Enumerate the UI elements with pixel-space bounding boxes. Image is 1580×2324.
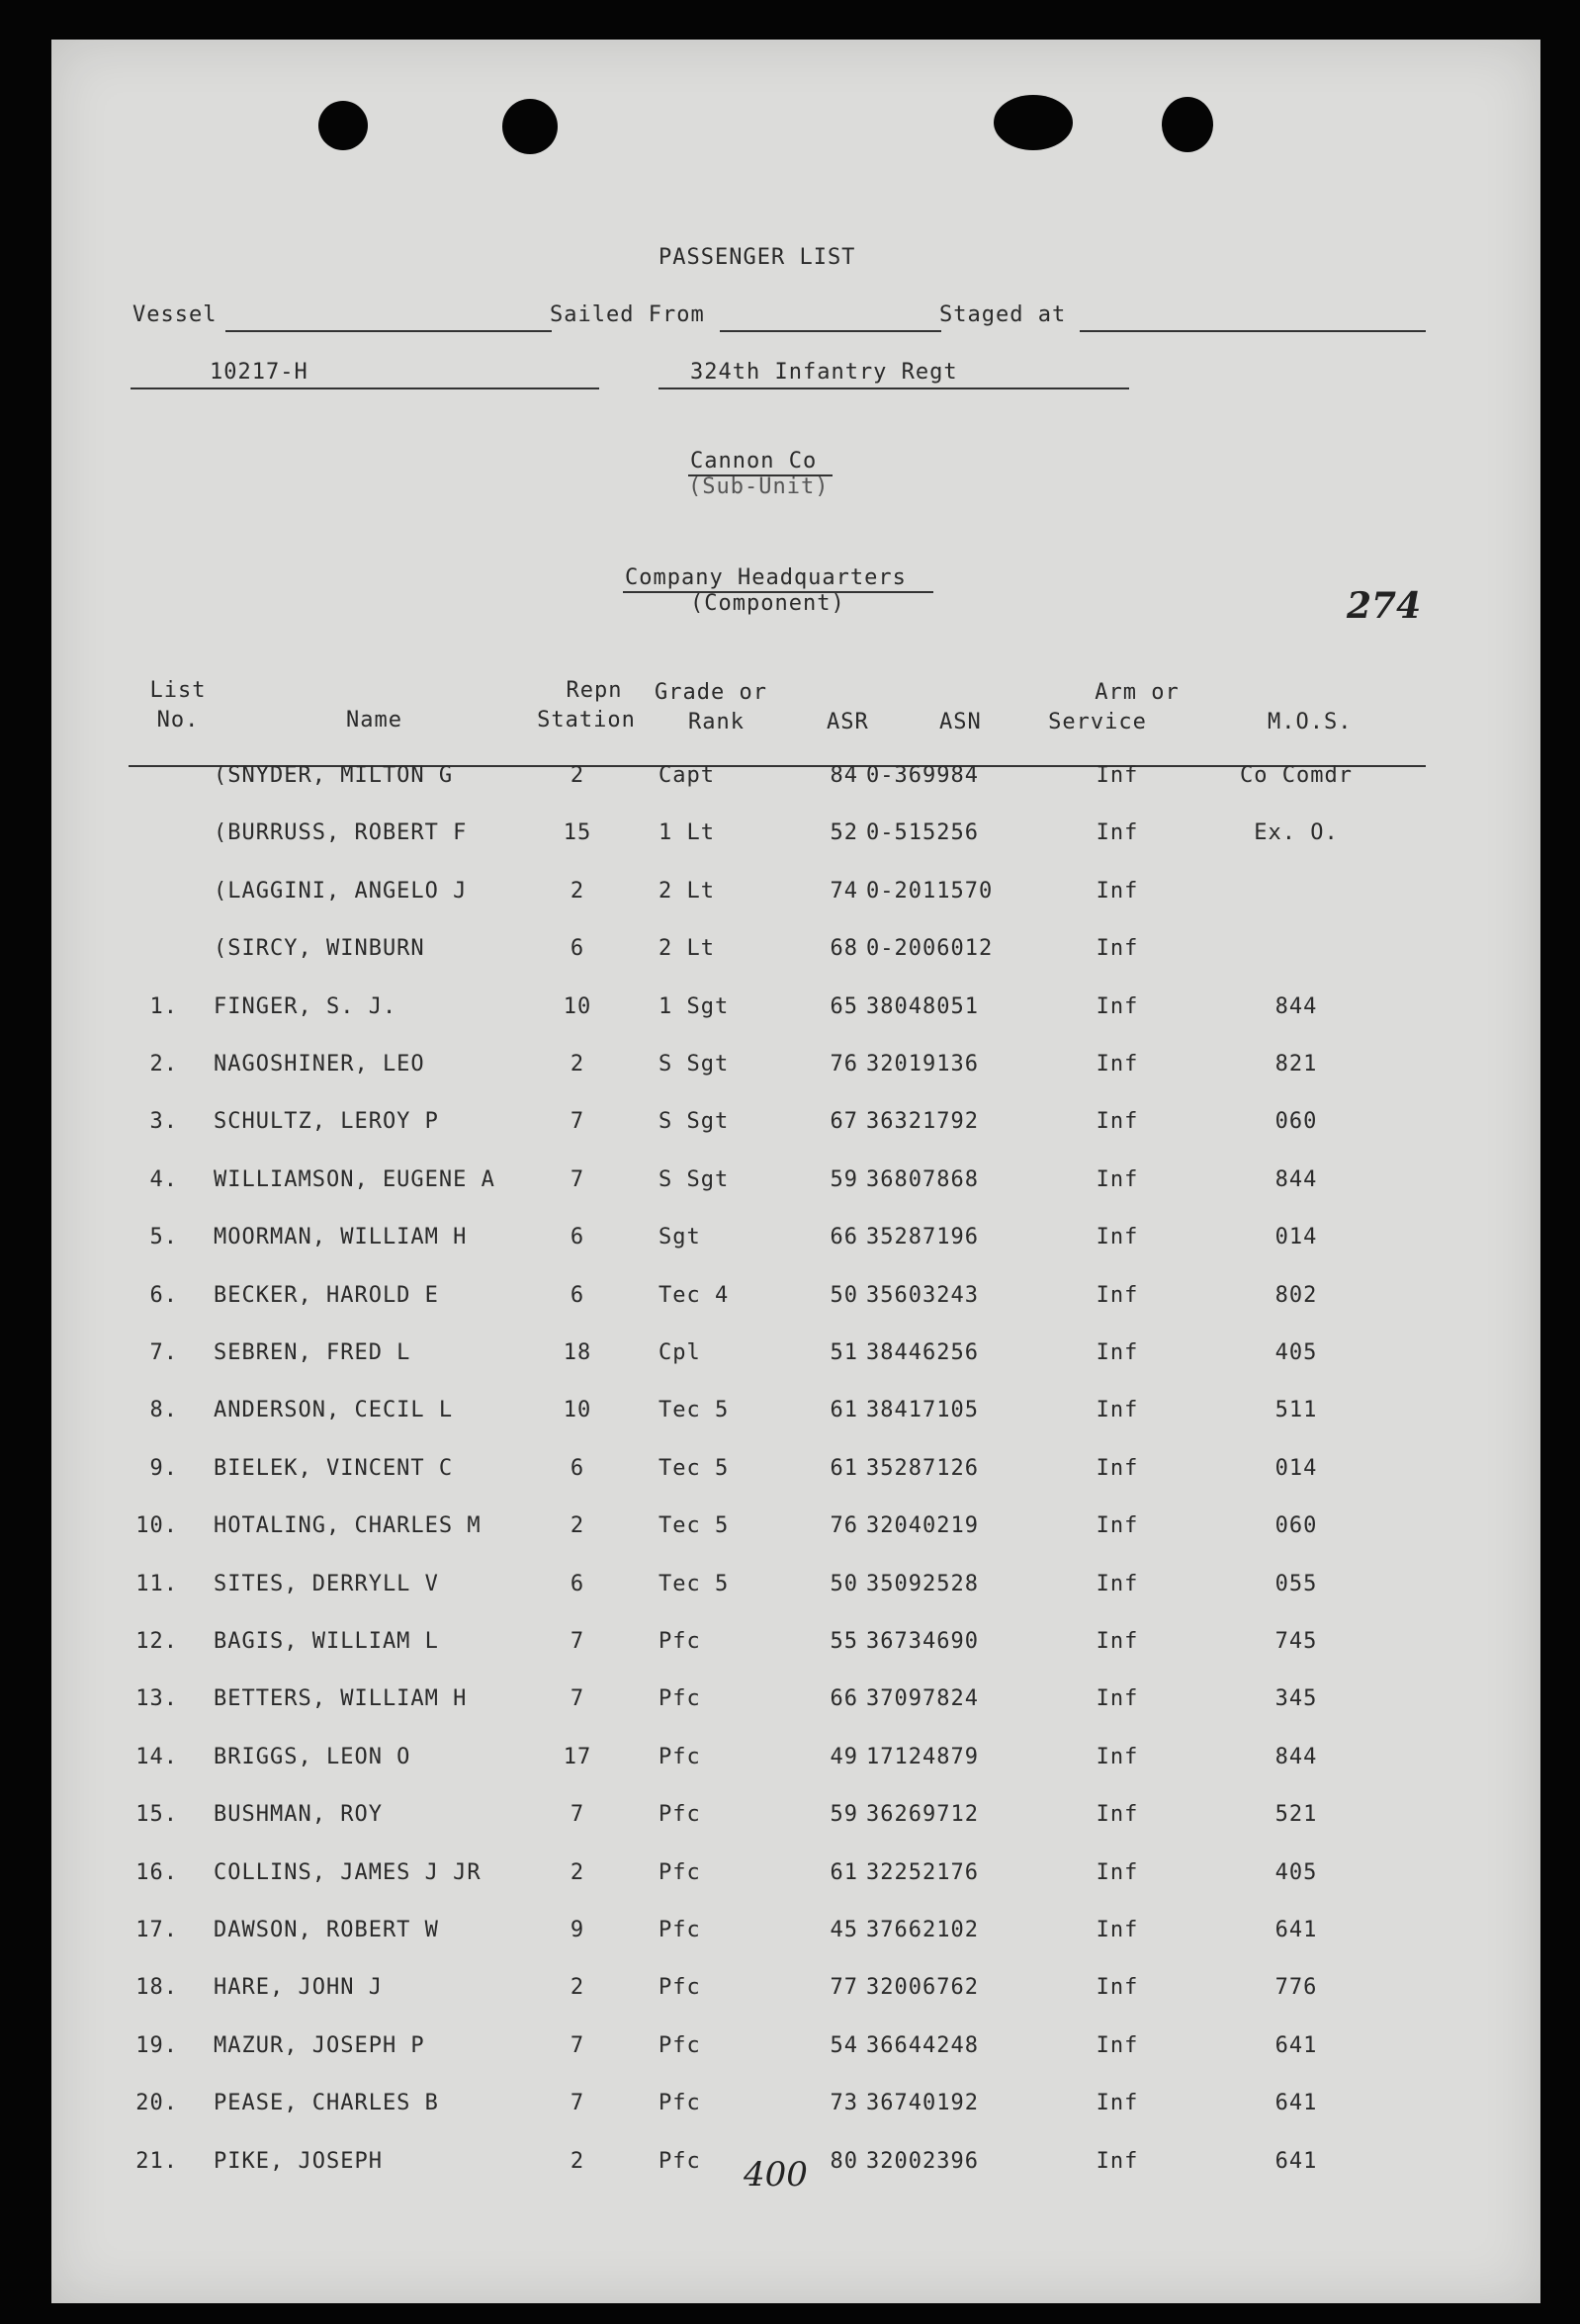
- row-asn: 0-2011570: [866, 879, 994, 904]
- row-rank: Tec 5: [658, 1456, 730, 1481]
- row-name: HARE, JOHN J: [214, 1975, 383, 2000]
- sailed-from-label: Sailed From: [550, 302, 705, 327]
- col-list-no-1: List: [149, 678, 207, 703]
- row-asr: 54: [830, 2033, 858, 2058]
- row-asn: 35287196: [866, 1225, 979, 1249]
- row-list-no: 7.: [149, 1340, 178, 1365]
- table-row: [0, 1686, 1580, 1726]
- row-name: (BURRUSS, ROBERT F: [214, 820, 468, 845]
- row-station: 10: [563, 994, 592, 1019]
- row-arm: Inf: [1096, 1975, 1139, 2000]
- row-arm: Inf: [1096, 994, 1139, 1019]
- row-asr: 61: [830, 1398, 858, 1422]
- row-mos: 641: [1274, 2091, 1318, 2115]
- punch-hole: [318, 101, 368, 150]
- row-name: SITES, DERRYLL V: [214, 1572, 439, 1596]
- row-asn: 36644248: [866, 2033, 979, 2058]
- row-mos: 014: [1274, 1225, 1318, 1249]
- row-station: 2: [570, 1513, 585, 1538]
- handwritten-number: 400: [744, 2155, 808, 2195]
- row-name: (SIRCY, WINBURN: [214, 936, 425, 961]
- table-row: [0, 1456, 1580, 1496]
- row-asn: 32252176: [866, 1860, 979, 1885]
- table-row: [0, 1283, 1580, 1323]
- row-station: 6: [570, 1572, 585, 1596]
- row-name: (LAGGINI, ANGELO J: [214, 879, 468, 904]
- row-list-no: 15.: [135, 1802, 178, 1827]
- col-list-no-2: No.: [156, 708, 200, 732]
- row-rank: S Sgt: [658, 1052, 730, 1076]
- row-asr: 84: [830, 763, 858, 788]
- row-asr: 61: [830, 1456, 858, 1481]
- row-asn: 32019136: [866, 1052, 979, 1076]
- sailed-from-line: [720, 330, 941, 332]
- row-list-no: 1.: [149, 994, 178, 1019]
- row-asr: 68: [830, 936, 858, 961]
- row-rank: S Sgt: [658, 1109, 730, 1134]
- row-arm: Inf: [1096, 2091, 1139, 2115]
- row-arm: Inf: [1096, 936, 1139, 961]
- row-name: BETTERS, WILLIAM H: [214, 1686, 468, 1711]
- row-arm: Inf: [1096, 1456, 1139, 1481]
- row-list-no: 18.: [135, 1975, 178, 2000]
- table-row: [0, 1860, 1580, 1900]
- row-asr: 77: [830, 1975, 858, 2000]
- row-station: 15: [563, 820, 592, 845]
- row-list-no: 2.: [149, 1052, 178, 1076]
- row-station: 2: [570, 1860, 585, 1885]
- table-row: [0, 1513, 1580, 1553]
- row-asr: 74: [830, 879, 858, 904]
- table-row: [0, 1225, 1580, 1264]
- row-arm: Inf: [1096, 1225, 1139, 1249]
- row-list-no: 8.: [149, 1398, 178, 1422]
- row-station: 6: [570, 1283, 585, 1308]
- table-row: [0, 994, 1580, 1034]
- row-list-no: 16.: [135, 1860, 178, 1885]
- sub-unit-value: Cannon Co: [690, 449, 818, 473]
- row-rank: Pfc: [658, 1860, 701, 1885]
- row-mos: 641: [1274, 2033, 1318, 2058]
- row-arm: Inf: [1096, 1745, 1139, 1769]
- row-station: 17: [563, 1745, 592, 1769]
- component-value: Company Headquarters: [625, 565, 907, 590]
- row-asn: 37097824: [866, 1686, 979, 1711]
- row-mos: 776: [1274, 1975, 1318, 2000]
- row-mos: 641: [1274, 2149, 1318, 2174]
- row-station: 7: [570, 2033, 585, 2058]
- page-number: 274: [1347, 585, 1422, 627]
- row-arm: Inf: [1096, 2033, 1139, 2058]
- row-asn: 17124879: [866, 1745, 979, 1769]
- row-list-no: 20.: [135, 2091, 178, 2115]
- row-station: 9: [570, 1918, 585, 1942]
- row-mos: 844: [1274, 1167, 1318, 1192]
- row-asn: 36740192: [866, 2091, 979, 2115]
- row-asn: 32040219: [866, 1513, 979, 1538]
- row-rank: Sgt: [658, 1225, 701, 1249]
- row-station: 6: [570, 936, 585, 961]
- row-rank: Pfc: [658, 1686, 701, 1711]
- row-station: 7: [570, 1167, 585, 1192]
- row-mos: 014: [1274, 1456, 1318, 1481]
- row-name: NAGOSHINER, LEO: [214, 1052, 425, 1076]
- row-arm: Inf: [1096, 1802, 1139, 1827]
- row-arm: Inf: [1096, 1283, 1139, 1308]
- row-rank: Tec 5: [658, 1513, 730, 1538]
- table-row: [0, 2033, 1580, 2073]
- vessel-label: Vessel: [132, 302, 218, 327]
- row-name: MAZUR, JOSEPH P: [214, 2033, 425, 2058]
- row-arm: Inf: [1096, 1167, 1139, 1192]
- punch-hole: [1162, 97, 1213, 152]
- row-asn: 32006762: [866, 1975, 979, 2000]
- row-list-no: 21.: [135, 2149, 178, 2174]
- table-row: [0, 820, 1580, 860]
- page-title: PASSENGER LIST: [658, 245, 856, 270]
- row-station: 6: [570, 1456, 585, 1481]
- row-name: FINGER, S. J.: [214, 994, 397, 1019]
- table-row: [0, 1975, 1580, 2015]
- row-asr: 66: [830, 1225, 858, 1249]
- row-asn: 38048051: [866, 994, 979, 1019]
- col-arm-2: Service: [1048, 710, 1147, 734]
- row-station: 7: [570, 1629, 585, 1654]
- row-asr: 76: [830, 1513, 858, 1538]
- row-mos: 521: [1274, 1802, 1318, 1827]
- row-rank: S Sgt: [658, 1167, 730, 1192]
- row-asn: 37662102: [866, 1918, 979, 1942]
- row-rank: 2 Lt: [658, 936, 715, 961]
- row-mos: Co Comdr: [1240, 763, 1353, 788]
- row-list-no: 14.: [135, 1745, 178, 1769]
- row-list-no: 6.: [149, 1283, 178, 1308]
- table-row: [0, 1340, 1580, 1380]
- row-list-no: 17.: [135, 1918, 178, 1942]
- row-arm: Inf: [1096, 1860, 1139, 1885]
- row-arm: Inf: [1096, 879, 1139, 904]
- row-rank: Pfc: [658, 1745, 701, 1769]
- row-rank: Pfc: [658, 2033, 701, 2058]
- punch-hole: [994, 95, 1073, 150]
- row-mos: 745: [1274, 1629, 1318, 1654]
- row-asr: 59: [830, 1167, 858, 1192]
- row-station: 18: [563, 1340, 592, 1365]
- row-arm: Inf: [1096, 2149, 1139, 2174]
- row-rank: Tec 5: [658, 1572, 730, 1596]
- staged-at-label: Staged at: [939, 302, 1067, 327]
- row-asn: 35603243: [866, 1283, 979, 1308]
- row-asr: 52: [830, 820, 858, 845]
- component-label: (Component): [690, 591, 845, 616]
- row-rank: Tec 5: [658, 1398, 730, 1422]
- row-name: BAGIS, WILLIAM L: [214, 1629, 439, 1654]
- row-list-no: 10.: [135, 1513, 178, 1538]
- row-arm: Inf: [1096, 1918, 1139, 1942]
- row-asn: 38417105: [866, 1398, 979, 1422]
- table-row: [0, 1398, 1580, 1437]
- table-row: [0, 1629, 1580, 1669]
- row-asr: 50: [830, 1283, 858, 1308]
- row-name: HOTALING, CHARLES M: [214, 1513, 482, 1538]
- row-name: ANDERSON, CECIL L: [214, 1398, 454, 1422]
- row-name: (SNYDER, MILTON G: [214, 763, 454, 788]
- row-mos: 055: [1274, 1572, 1318, 1596]
- row-rank: Capt: [658, 763, 715, 788]
- unit-number-line: [131, 387, 599, 389]
- row-asn: 35092528: [866, 1572, 979, 1596]
- row-list-no: 9.: [149, 1456, 178, 1481]
- vessel-line: [225, 330, 552, 332]
- row-rank: 1 Sgt: [658, 994, 730, 1019]
- table-row: [0, 2091, 1580, 2130]
- row-rank: Cpl: [658, 1340, 701, 1365]
- row-rank: Pfc: [658, 1629, 701, 1654]
- row-asr: 45: [830, 1918, 858, 1942]
- row-rank: 1 Lt: [658, 820, 715, 845]
- row-rank: Pfc: [658, 1918, 701, 1942]
- row-asn: 35287126: [866, 1456, 979, 1481]
- row-arm: Inf: [1096, 763, 1139, 788]
- row-arm: Inf: [1096, 1513, 1139, 1538]
- row-arm: Inf: [1096, 1572, 1139, 1596]
- table-row: [0, 1052, 1580, 1091]
- row-arm: Inf: [1096, 1398, 1139, 1422]
- row-asn: 36321792: [866, 1109, 979, 1134]
- row-mos: 844: [1274, 994, 1318, 1019]
- col-grade-2: Rank: [688, 710, 745, 734]
- row-mos: 405: [1274, 1860, 1318, 1885]
- row-arm: Inf: [1096, 820, 1139, 845]
- row-mos: 844: [1274, 1745, 1318, 1769]
- row-station: 2: [570, 1052, 585, 1076]
- row-list-no: 13.: [135, 1686, 178, 1711]
- row-station: 2: [570, 2149, 585, 2174]
- table-row: [0, 1109, 1580, 1149]
- row-name: PIKE, JOSEPH: [214, 2149, 383, 2174]
- row-name: BIELEK, VINCENT C: [214, 1456, 454, 1481]
- table-row: [0, 1745, 1580, 1784]
- row-arm: Inf: [1096, 1340, 1139, 1365]
- row-asr: 61: [830, 1860, 858, 1885]
- row-station: 2: [570, 763, 585, 788]
- row-asr: 73: [830, 2091, 858, 2115]
- row-name: SCHULTZ, LEROY P: [214, 1109, 439, 1134]
- row-asr: 66: [830, 1686, 858, 1711]
- row-rank: Pfc: [658, 2091, 701, 2115]
- unit-name-line: [658, 387, 1129, 389]
- row-asn: 0-2006012: [866, 936, 994, 961]
- col-repn-2: Station: [537, 708, 636, 732]
- row-mos: 060: [1274, 1513, 1318, 1538]
- row-asr: 55: [830, 1629, 858, 1654]
- row-asn: 36734690: [866, 1629, 979, 1654]
- row-list-no: 3.: [149, 1109, 178, 1134]
- row-asr: 49: [830, 1745, 858, 1769]
- row-arm: Inf: [1096, 1629, 1139, 1654]
- col-name: Name: [346, 708, 402, 732]
- row-station: 10: [563, 1398, 592, 1422]
- row-asr: 59: [830, 1802, 858, 1827]
- row-list-no: 5.: [149, 1225, 178, 1249]
- row-rank: Pfc: [658, 2149, 701, 2174]
- row-station: 6: [570, 1225, 585, 1249]
- row-rank: Tec 4: [658, 1283, 730, 1308]
- col-repn-1: Repn: [566, 678, 623, 703]
- row-asn: 36269712: [866, 1802, 979, 1827]
- col-mos: M.O.S.: [1268, 710, 1353, 734]
- row-asr: 67: [830, 1109, 858, 1134]
- col-arm-1: Arm or: [1095, 680, 1180, 705]
- row-list-no: 11.: [135, 1572, 178, 1596]
- row-station: 7: [570, 1802, 585, 1827]
- row-list-no: 19.: [135, 2033, 178, 2058]
- row-name: BECKER, HAROLD E: [214, 1283, 439, 1308]
- row-station: 2: [570, 1975, 585, 2000]
- row-name: BUSHMAN, ROY: [214, 1802, 383, 1827]
- punch-hole: [502, 99, 558, 154]
- row-name: MOORMAN, WILLIAM H: [214, 1225, 468, 1249]
- col-asr: ASR: [827, 710, 869, 734]
- row-asr: 80: [830, 2149, 858, 2174]
- unit-number: 10217-H: [210, 360, 308, 385]
- row-name: PEASE, CHARLES B: [214, 2091, 439, 2115]
- row-rank: Pfc: [658, 1802, 701, 1827]
- row-name: SEBREN, FRED L: [214, 1340, 411, 1365]
- row-arm: Inf: [1096, 1052, 1139, 1076]
- col-grade-1: Grade or: [655, 680, 767, 705]
- row-mos: 802: [1274, 1283, 1318, 1308]
- row-mos: 060: [1274, 1109, 1318, 1134]
- row-mos: 641: [1274, 1918, 1318, 1942]
- row-asr: 76: [830, 1052, 858, 1076]
- row-asr: 51: [830, 1340, 858, 1365]
- row-mos: Ex. O.: [1254, 820, 1339, 845]
- row-asn: 0-515256: [866, 820, 979, 845]
- row-asr: 65: [830, 994, 858, 1019]
- row-asn: 38446256: [866, 1340, 979, 1365]
- staged-at-line: [1080, 330, 1426, 332]
- row-mos: 405: [1274, 1340, 1318, 1365]
- row-list-no: 12.: [135, 1629, 178, 1654]
- row-mos: 345: [1274, 1686, 1318, 1711]
- row-name: BRIGGS, LEON O: [214, 1745, 411, 1769]
- row-asn: 36807868: [866, 1167, 979, 1192]
- table-row: [0, 763, 1580, 803]
- row-asn: 0-369984: [866, 763, 979, 788]
- table-row: [0, 879, 1580, 918]
- row-mos: 821: [1274, 1052, 1318, 1076]
- sub-unit-label: (Sub-Unit): [688, 474, 830, 499]
- table-row: [0, 1572, 1580, 1611]
- row-name: COLLINS, JAMES J JR: [214, 1860, 482, 1885]
- row-rank: Pfc: [658, 1975, 701, 2000]
- row-station: 7: [570, 1109, 585, 1134]
- row-rank: 2 Lt: [658, 879, 715, 904]
- row-name: DAWSON, ROBERT W: [214, 1918, 439, 1942]
- unit-name: 324th Infantry Regt: [690, 360, 958, 385]
- row-asr: 50: [830, 1572, 858, 1596]
- row-station: 2: [570, 879, 585, 904]
- col-asn: ASN: [939, 710, 982, 734]
- table-row: [0, 1918, 1580, 1957]
- row-station: 7: [570, 2091, 585, 2115]
- table-row: [0, 1802, 1580, 1842]
- row-list-no: 4.: [149, 1167, 178, 1192]
- row-asn: 32002396: [866, 2149, 979, 2174]
- row-arm: Inf: [1096, 1109, 1139, 1134]
- row-name: WILLIAMSON, EUGENE A: [214, 1167, 495, 1192]
- row-mos: 511: [1274, 1398, 1318, 1422]
- table-row: [0, 936, 1580, 976]
- row-station: 7: [570, 1686, 585, 1711]
- row-arm: Inf: [1096, 1686, 1139, 1711]
- table-row: [0, 1167, 1580, 1207]
